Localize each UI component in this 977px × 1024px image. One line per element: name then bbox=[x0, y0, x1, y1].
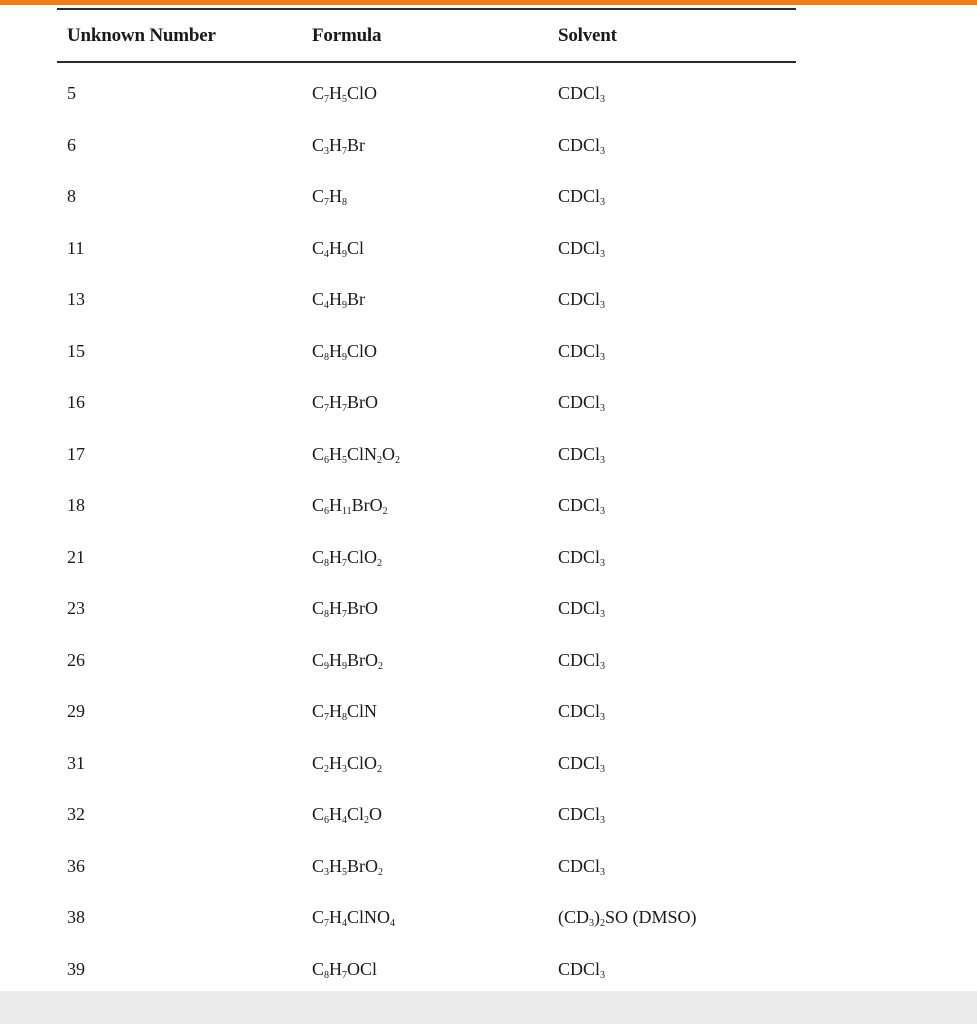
cell-formula: $C_7H_5ClO$ bbox=[312, 83, 378, 106]
cell-unknown-number: 15 bbox=[67, 340, 85, 361]
table-row bbox=[57, 480, 796, 532]
cell-solvent: CDCl$_3$ bbox=[558, 186, 606, 209]
cell-unknown-number: 31 bbox=[67, 752, 85, 773]
cell-formula: $C_8H_9ClO$ bbox=[312, 340, 378, 363]
cell-formula: $C_6H_{11}BrO_2$ bbox=[312, 495, 388, 518]
cell-formula: $C_4H_9Br$ bbox=[312, 289, 366, 312]
header-formula: Formula bbox=[312, 24, 382, 46]
cell-solvent: CDCl$_3$ bbox=[558, 134, 606, 157]
cell-solvent: $(CD_3)_2SO$ (DMSO) bbox=[558, 907, 697, 930]
cell-formula: $C_2H_3ClO_2$ bbox=[312, 752, 383, 775]
cell-unknown-number: 23 bbox=[67, 598, 85, 619]
cell-unknown-number: 11 bbox=[67, 237, 85, 258]
table-row bbox=[57, 377, 796, 429]
cell-solvent: CDCl$_3$ bbox=[558, 340, 606, 363]
table-row bbox=[57, 635, 796, 687]
cell-formula: $C_3H_5BrO_2$ bbox=[312, 855, 384, 878]
cell-formula: $C_7H_8ClN$ bbox=[312, 701, 378, 724]
cell-solvent: CDCl$_3$ bbox=[558, 83, 606, 106]
table-row bbox=[57, 944, 796, 996]
cell-formula: $C_4H_9Cl$ bbox=[312, 237, 365, 260]
cell-solvent: CDCl$_3$ bbox=[558, 752, 606, 775]
table-row bbox=[57, 738, 796, 790]
header-unknown-number: Unknown Number bbox=[67, 24, 216, 46]
cell-solvent: CDCl$_3$ bbox=[558, 701, 606, 724]
table-row bbox=[57, 171, 796, 223]
cell-formula: $C_7H_4ClNO_4$ bbox=[312, 907, 396, 930]
page-footer-band bbox=[0, 991, 977, 1024]
cell-solvent: CDCl$_3$ bbox=[558, 958, 606, 981]
cell-solvent: CDCl$_3$ bbox=[558, 546, 606, 569]
cell-unknown-number: 13 bbox=[67, 289, 85, 310]
table-row bbox=[57, 429, 796, 481]
cell-solvent: CDCl$_3$ bbox=[558, 237, 606, 260]
cell-unknown-number: 16 bbox=[67, 392, 85, 413]
table-row bbox=[57, 892, 796, 944]
table-row bbox=[57, 789, 796, 841]
cell-unknown-number: 26 bbox=[67, 649, 85, 670]
cell-solvent: CDCl$_3$ bbox=[558, 804, 606, 827]
table-header-row bbox=[57, 10, 796, 61]
cell-formula: $C_8H_7ClO_2$ bbox=[312, 546, 383, 569]
cell-formula: $C_8H_7BrO$ bbox=[312, 598, 379, 621]
cell-solvent: CDCl$_3$ bbox=[558, 495, 606, 518]
table-row bbox=[57, 223, 796, 275]
cell-unknown-number: 21 bbox=[67, 546, 85, 567]
cell-unknown-number: 8 bbox=[67, 186, 76, 207]
cell-unknown-number: 29 bbox=[67, 701, 85, 722]
cell-unknown-number: 36 bbox=[67, 855, 85, 876]
cell-formula: $C_6H_4Cl_2O$ bbox=[312, 804, 383, 827]
table-row bbox=[57, 841, 796, 893]
table-row bbox=[57, 68, 796, 120]
table-row bbox=[57, 532, 796, 584]
cell-solvent: CDCl$_3$ bbox=[558, 649, 606, 672]
cell-formula: $C_8H_7OCl$ bbox=[312, 958, 378, 981]
cell-unknown-number: 6 bbox=[67, 134, 76, 155]
cell-unknown-number: 5 bbox=[67, 83, 76, 104]
cell-formula: $C_6H_5ClN_2O_2$ bbox=[312, 443, 401, 466]
header-solvent: Solvent bbox=[558, 24, 617, 46]
table-row bbox=[57, 686, 796, 738]
cell-solvent: CDCl$_3$ bbox=[558, 443, 606, 466]
cell-unknown-number: 39 bbox=[67, 958, 85, 979]
cell-unknown-number: 18 bbox=[67, 495, 85, 516]
table-row bbox=[57, 583, 796, 635]
top-accent-bar bbox=[0, 0, 977, 5]
cell-formula: $C_7H_8$ bbox=[312, 186, 348, 209]
cell-solvent: CDCl$_3$ bbox=[558, 855, 606, 878]
table-row bbox=[57, 274, 796, 326]
cell-formula: $C_7H_7BrO$ bbox=[312, 392, 379, 415]
table-body bbox=[57, 63, 796, 995]
unknowns-table bbox=[57, 8, 796, 997]
cell-formula: $C_9H_9BrO_2$ bbox=[312, 649, 384, 672]
cell-unknown-number: 38 bbox=[67, 907, 85, 928]
cell-solvent: CDCl$_3$ bbox=[558, 392, 606, 415]
cell-unknown-number: 32 bbox=[67, 804, 85, 825]
table-row bbox=[57, 120, 796, 172]
cell-unknown-number: 17 bbox=[67, 443, 85, 464]
table-row bbox=[57, 326, 796, 378]
cell-solvent: CDCl$_3$ bbox=[558, 598, 606, 621]
cell-solvent: CDCl$_3$ bbox=[558, 289, 606, 312]
cell-formula: $C_3H_7Br$ bbox=[312, 134, 366, 157]
